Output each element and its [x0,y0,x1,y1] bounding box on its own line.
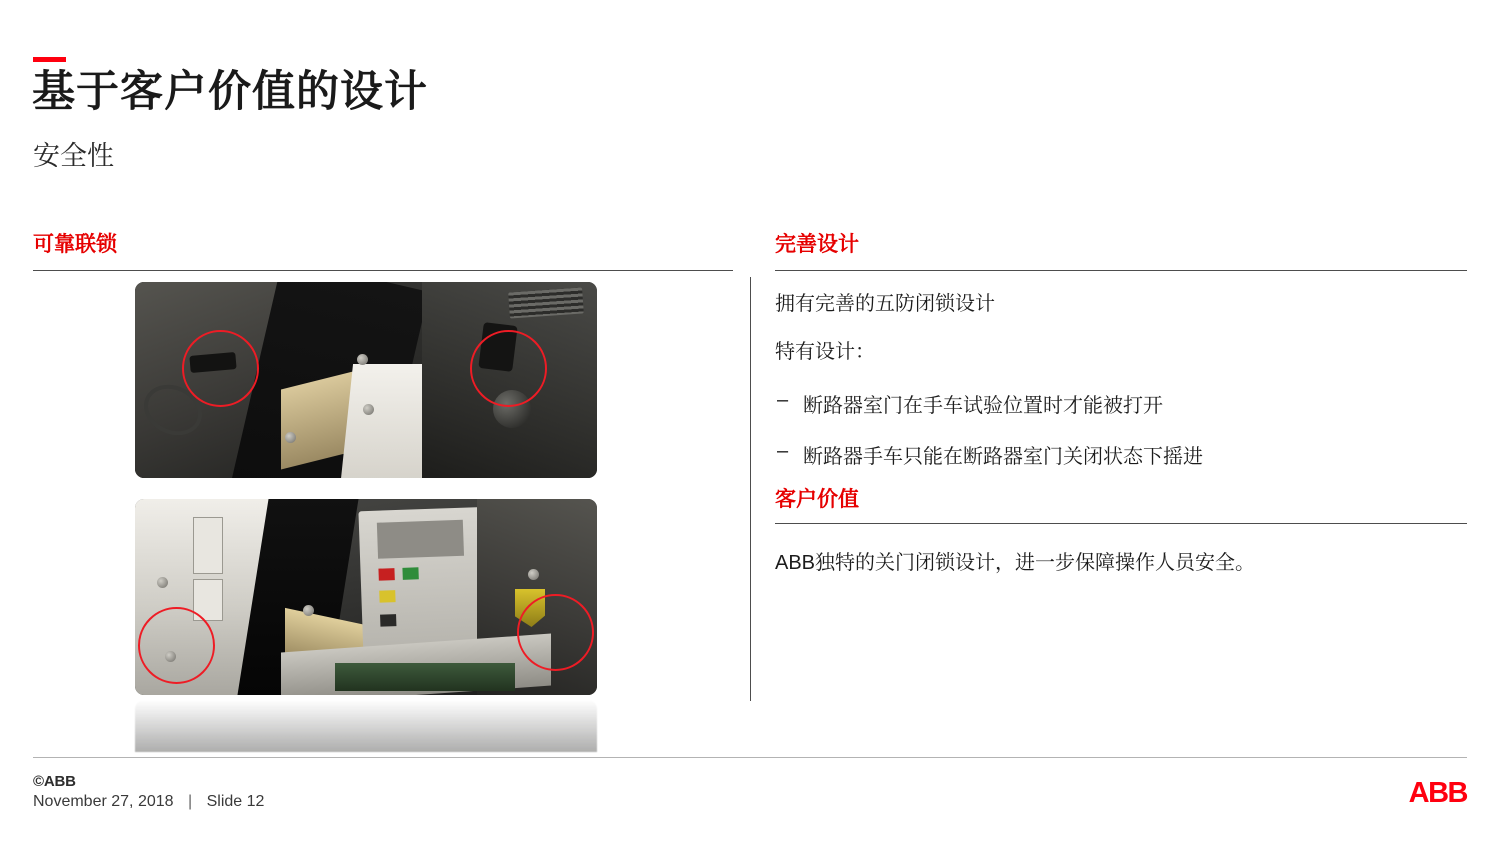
bullet-text: 断路器手车只能在断路器室门关闭状态下摇进 [803,446,1203,468]
photo-group [135,282,597,695]
photo-reflection [135,700,597,752]
right-paragraph-1: 拥有完善的五防闭锁设计 [775,293,995,315]
right-column-heading: 完善设计 [775,233,859,256]
highlight-circle-left [138,607,215,684]
photo-control-screen [377,520,464,559]
photo-black-button [380,614,396,627]
footer-meta [33,793,264,811]
photo-label-sticker [193,517,223,574]
customer-value-heading: 客户价值 [775,488,859,511]
bullet-dash: – [777,389,789,411]
interlock-photo-top [135,282,597,478]
photo-bolt [357,354,368,365]
bullet-item-1 [775,389,1467,418]
photo-lower-tray-insert [335,663,515,691]
photo-bolt [363,404,374,415]
photo-vent-grille [508,287,584,318]
customer-value-text: ABB独特的关门闭锁设计，进一步保障操作人员安全。 [775,552,1256,574]
bullet-text: 断路器室门在手车试验位置时才能被打开 [803,395,1163,417]
customer-value-rule [775,523,1467,524]
page-subtitle: 安全性 [33,141,114,171]
slide-number: Slide 12 [206,793,265,810]
title-accent-dash [33,57,66,62]
abb-logo: ABB [1408,777,1467,809]
page-title: 基于客户价值的设计 [32,68,428,116]
right-heading-rule [775,270,1467,271]
copyright-label: ©ABB [33,773,76,790]
photo-green-indicator [402,567,418,580]
photo-yellow-indicator [379,590,395,603]
column-divider [750,277,751,701]
highlight-circle-right [470,330,547,407]
left-heading-rule [33,270,733,271]
highlight-circle-right [517,594,594,671]
right-paragraph-2: 特有设计： [775,341,875,363]
bullet-item-2 [775,440,1467,469]
photo-bolt [303,605,314,616]
footer-date: November 27, 2018 [33,793,174,810]
bullet-dash: – [777,440,789,462]
footer-separator: | [187,793,193,810]
interlock-photo-bottom [135,499,597,695]
photo-bolt [157,577,168,588]
photo-bolt [285,432,296,443]
highlight-circle-left [182,330,259,407]
right-column [775,228,1467,575]
left-column [33,228,733,271]
left-column-heading: 可靠联锁 [33,233,117,256]
photo-bolt [528,569,539,580]
photo-red-indicator [378,568,394,581]
footer-divider [33,757,1467,758]
